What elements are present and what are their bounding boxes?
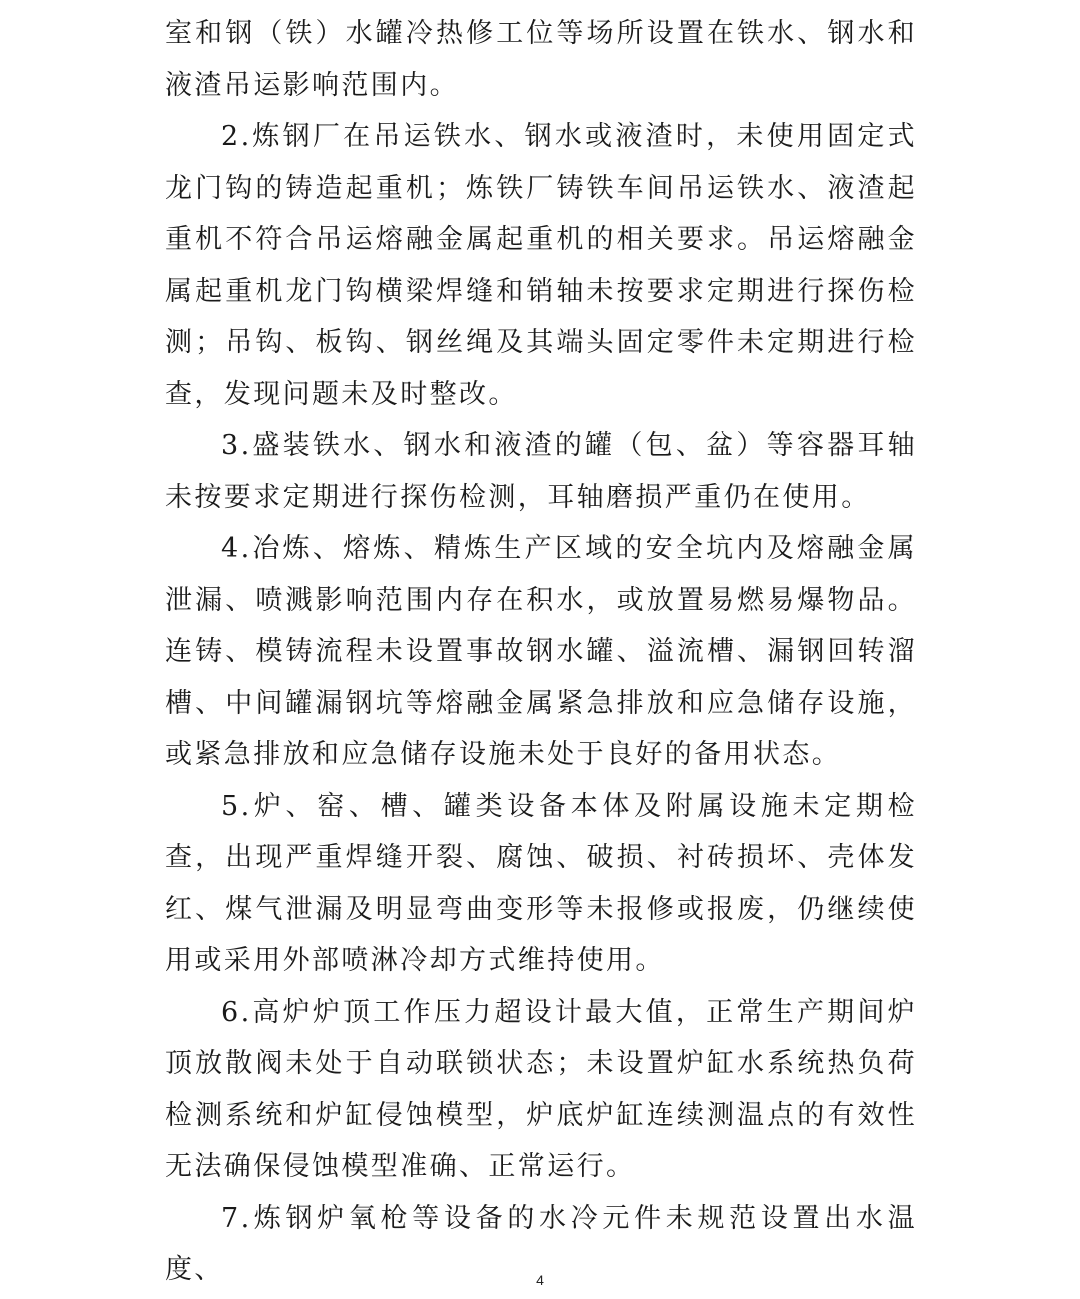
- paragraph-item-4: 4.冶炼、熔炼、精炼生产区域的安全坑内及熔融金属泄漏、喷溅影响范围内存在积水，或放置易燃易爆物品。连铸、模铸流程未设置事故钢水罐、溢流槽、漏钢回转溜槽、中间罐漏钢坑等熔融金属紧急排放和应急储存设施，或紧急排放和应急储存设施未处于良好的备用状态。: [165, 533, 917, 770]
- paragraph-item-7: 7.炼钢炉氧枪等设备的水冷元件未规范设置出水温度、: [165, 1202, 917, 1285]
- page-number: 4: [536, 1272, 544, 1288]
- paragraph-item-5: 5.炉、窑、槽、罐类设备本体及附属设施未定期检查，出现严重焊缝开裂、腐蚀、破损、衬砖损坏、壳体发红、煤气泄漏及明显弯曲变形等未报修或报废，仍继续使用或采用外部喷淋冷却方式维持使用。: [165, 790, 917, 976]
- paragraph-item-3: 3.盛装铁水、钢水和液渣的罐（包、盆）等容器耳轴未按要求定期进行探伤检测，耳轴磨损严重仍在使用。: [165, 430, 917, 513]
- document-body: [165, 8, 917, 1296]
- paragraph-item-2: 2.炼钢厂在吊运铁水、钢水或液渣时，未使用固定式龙门钩的铸造起重机；炼铁厂铸铁车间吊运铁水、液渣起重机不符合吊运熔融金属起重机的相关要求。吊运熔融金属起重机龙门钩横梁焊缝和销轴未按要求定期进行探伤检测；吊钩、板钩、钢丝绳及其端头固定零件未定期进行检查，发现问题未及时整改。: [165, 121, 917, 410]
- paragraph-continuation: 室和钢（铁）水罐冷热修工位等场所设置在铁水、钢水和液渣吊运影响范围内。: [165, 18, 917, 101]
- paragraph-item-6: 6.高炉炉顶工作压力超设计最大值，正常生产期间炉顶放散阀未处于自动联锁状态；未设置炉缸水系统热负荷检测系统和炉缸侵蚀模型，炉底炉缸连续测温点的有效性无法确保侵蚀模型准确、正常运行。: [165, 996, 917, 1182]
